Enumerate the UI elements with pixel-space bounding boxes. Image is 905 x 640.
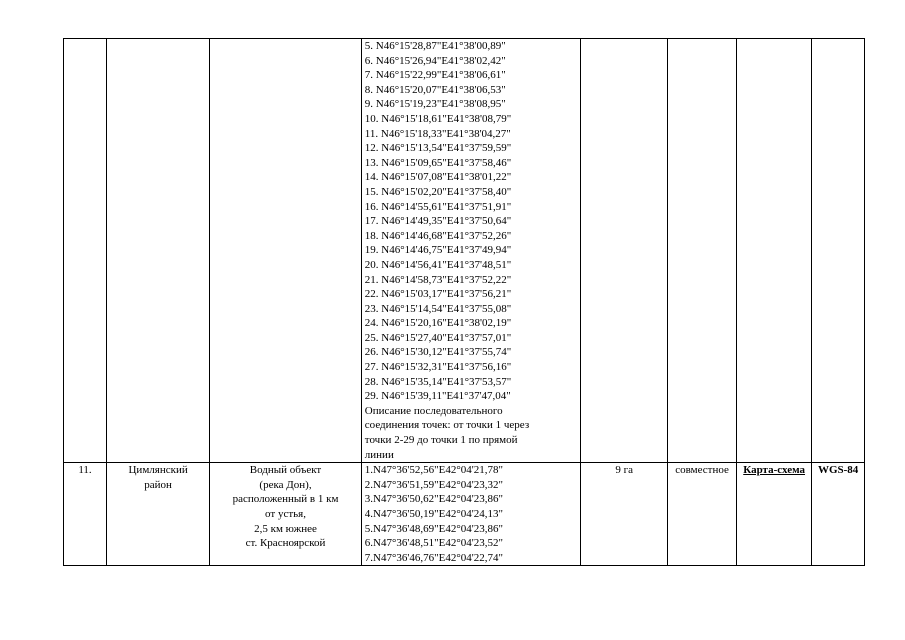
description-line: (река Дон), xyxy=(259,478,312,491)
coordinate-point: 7.N47°36'46,76"E42°04'22,74" xyxy=(364,551,503,564)
cell-area xyxy=(581,39,668,463)
coordinate-list xyxy=(365,39,577,404)
description-line: Водный объект xyxy=(249,464,322,477)
table-row-continuation xyxy=(64,39,865,463)
cell-coord-system xyxy=(812,39,865,463)
coordinate-point: 12. N46°15'13,54"E41°37'59,59" xyxy=(364,142,512,155)
cell-coordinates xyxy=(361,39,580,463)
row-number: 11. xyxy=(78,464,92,477)
cell-district xyxy=(107,463,210,566)
area-value: 9 га xyxy=(615,464,633,477)
coordinate-list xyxy=(365,463,577,565)
district-line: Цимлянский xyxy=(128,464,188,477)
cell-district xyxy=(107,39,210,463)
description-line: 2,5 км южнее xyxy=(254,522,317,535)
cell-map xyxy=(737,463,812,566)
coordinate-point: 16. N46°14'55,61"E41°37'51,91" xyxy=(364,200,512,213)
coordinate-point: 15. N46°15'02,20"E41°37'58,40" xyxy=(364,185,512,198)
cell-use-type xyxy=(668,463,737,566)
district-line: район xyxy=(144,478,172,491)
coordinate-point: 29. N46°15'39,11"E41°37'47,04" xyxy=(364,390,511,403)
coordinate-point: 10. N46°15'18,61"E41°38'08,79" xyxy=(364,112,512,125)
coordinate-point: 9. N46°15'19,23"E41°38'08,95" xyxy=(364,98,506,111)
cell-area xyxy=(581,463,668,566)
cell-use-type xyxy=(668,39,737,463)
coordinate-point: 23. N46°15'14,54"E41°37'55,08" xyxy=(364,302,512,315)
cell-description xyxy=(210,39,362,463)
coordinate-point: 7. N46°15'22,99"E41°38'06,61" xyxy=(364,69,506,82)
note-line: соединения точек: от точки 1 через xyxy=(364,419,530,432)
coordinate-point: 20. N46°14'56,41"E41°37'48,51" xyxy=(364,258,512,271)
description-line: от устья, xyxy=(265,508,306,520)
use-type: совместное xyxy=(675,464,729,477)
description-line: ст. Красноярской xyxy=(245,537,326,550)
coordinate-point: 13. N46°15'09,65"E41°37'58,46" xyxy=(364,156,512,169)
coordinate-point: 1.N47°36'52,56"E42°04'21,78" xyxy=(364,464,503,477)
coordinate-point: 19. N46°14'46,75"E41°37'49,94" xyxy=(364,244,512,257)
coordinate-point: 2.N47°36'51,59"E42°04'23,32" xyxy=(364,478,503,491)
coordinate-point: 26. N46°15'30,12"E41°37'55,74" xyxy=(364,346,512,359)
coordinate-point: 4.N47°36'50,19"E42°04'24,13" xyxy=(364,508,503,520)
coordinate-point: 5.N47°36'48,69"E42°04'23,86" xyxy=(364,522,503,535)
coordinate-point: 8. N46°15'20,07"E41°38'06,53" xyxy=(364,83,506,96)
connection-note xyxy=(365,404,577,462)
note-line: точки 2-29 до точки 1 по прямой xyxy=(364,434,518,447)
coordinate-point: 18. N46°14'46,68"E41°37'52,26" xyxy=(364,229,512,242)
coordinate-point: 14. N46°15'07,08"E41°38'01,22" xyxy=(364,171,512,184)
cell-number xyxy=(64,463,107,566)
note-line: Описание последовательного xyxy=(364,404,503,417)
coordinate-point: 24. N46°15'20,16"E41°38'02,19" xyxy=(364,317,512,330)
description-line: расположенный в 1 км xyxy=(232,493,339,506)
coordinate-point: 21. N46°14'58,73"E41°37'52,22" xyxy=(364,273,512,286)
coordinate-point: 25. N46°15'27,40"E41°37'57,01" xyxy=(364,331,512,344)
coordinate-point: 6. N46°15'26,94"E41°38'02,42" xyxy=(364,54,506,67)
coordinate-point: 17. N46°14'49,35"E41°37'50,64" xyxy=(364,215,512,228)
coordinate-point: 22. N46°15'03,17"E41°37'56,21" xyxy=(364,288,512,301)
cell-number xyxy=(64,39,107,463)
map-scheme-link[interactable]: Карта-схема xyxy=(743,464,806,477)
coordinate-point: 11. N46°15'18,33"E41°38'04,27" xyxy=(364,127,511,140)
coord-system: WGS-84 xyxy=(817,464,859,477)
cell-coord-system xyxy=(812,463,865,566)
coordinate-point: 5. N46°15'28,87"E41°38'00,89" xyxy=(364,40,506,52)
coordinate-point: 6.N47°36'48,51"E42°04'23,52" xyxy=(364,537,503,550)
cell-map xyxy=(737,39,812,463)
cell-coordinates xyxy=(361,463,580,566)
coordinate-point: 28. N46°15'35,14"E41°37'53,57" xyxy=(364,375,512,388)
coordinate-point: 27. N46°15'32,31"E41°37'56,16" xyxy=(364,361,512,374)
fishing-areas-table xyxy=(63,38,865,566)
cell-description xyxy=(210,463,362,566)
note-line: линии xyxy=(364,448,394,461)
coordinate-point: 3.N47°36'50,62"E42°04'23,86" xyxy=(364,493,503,506)
table-row-11 xyxy=(64,463,865,566)
